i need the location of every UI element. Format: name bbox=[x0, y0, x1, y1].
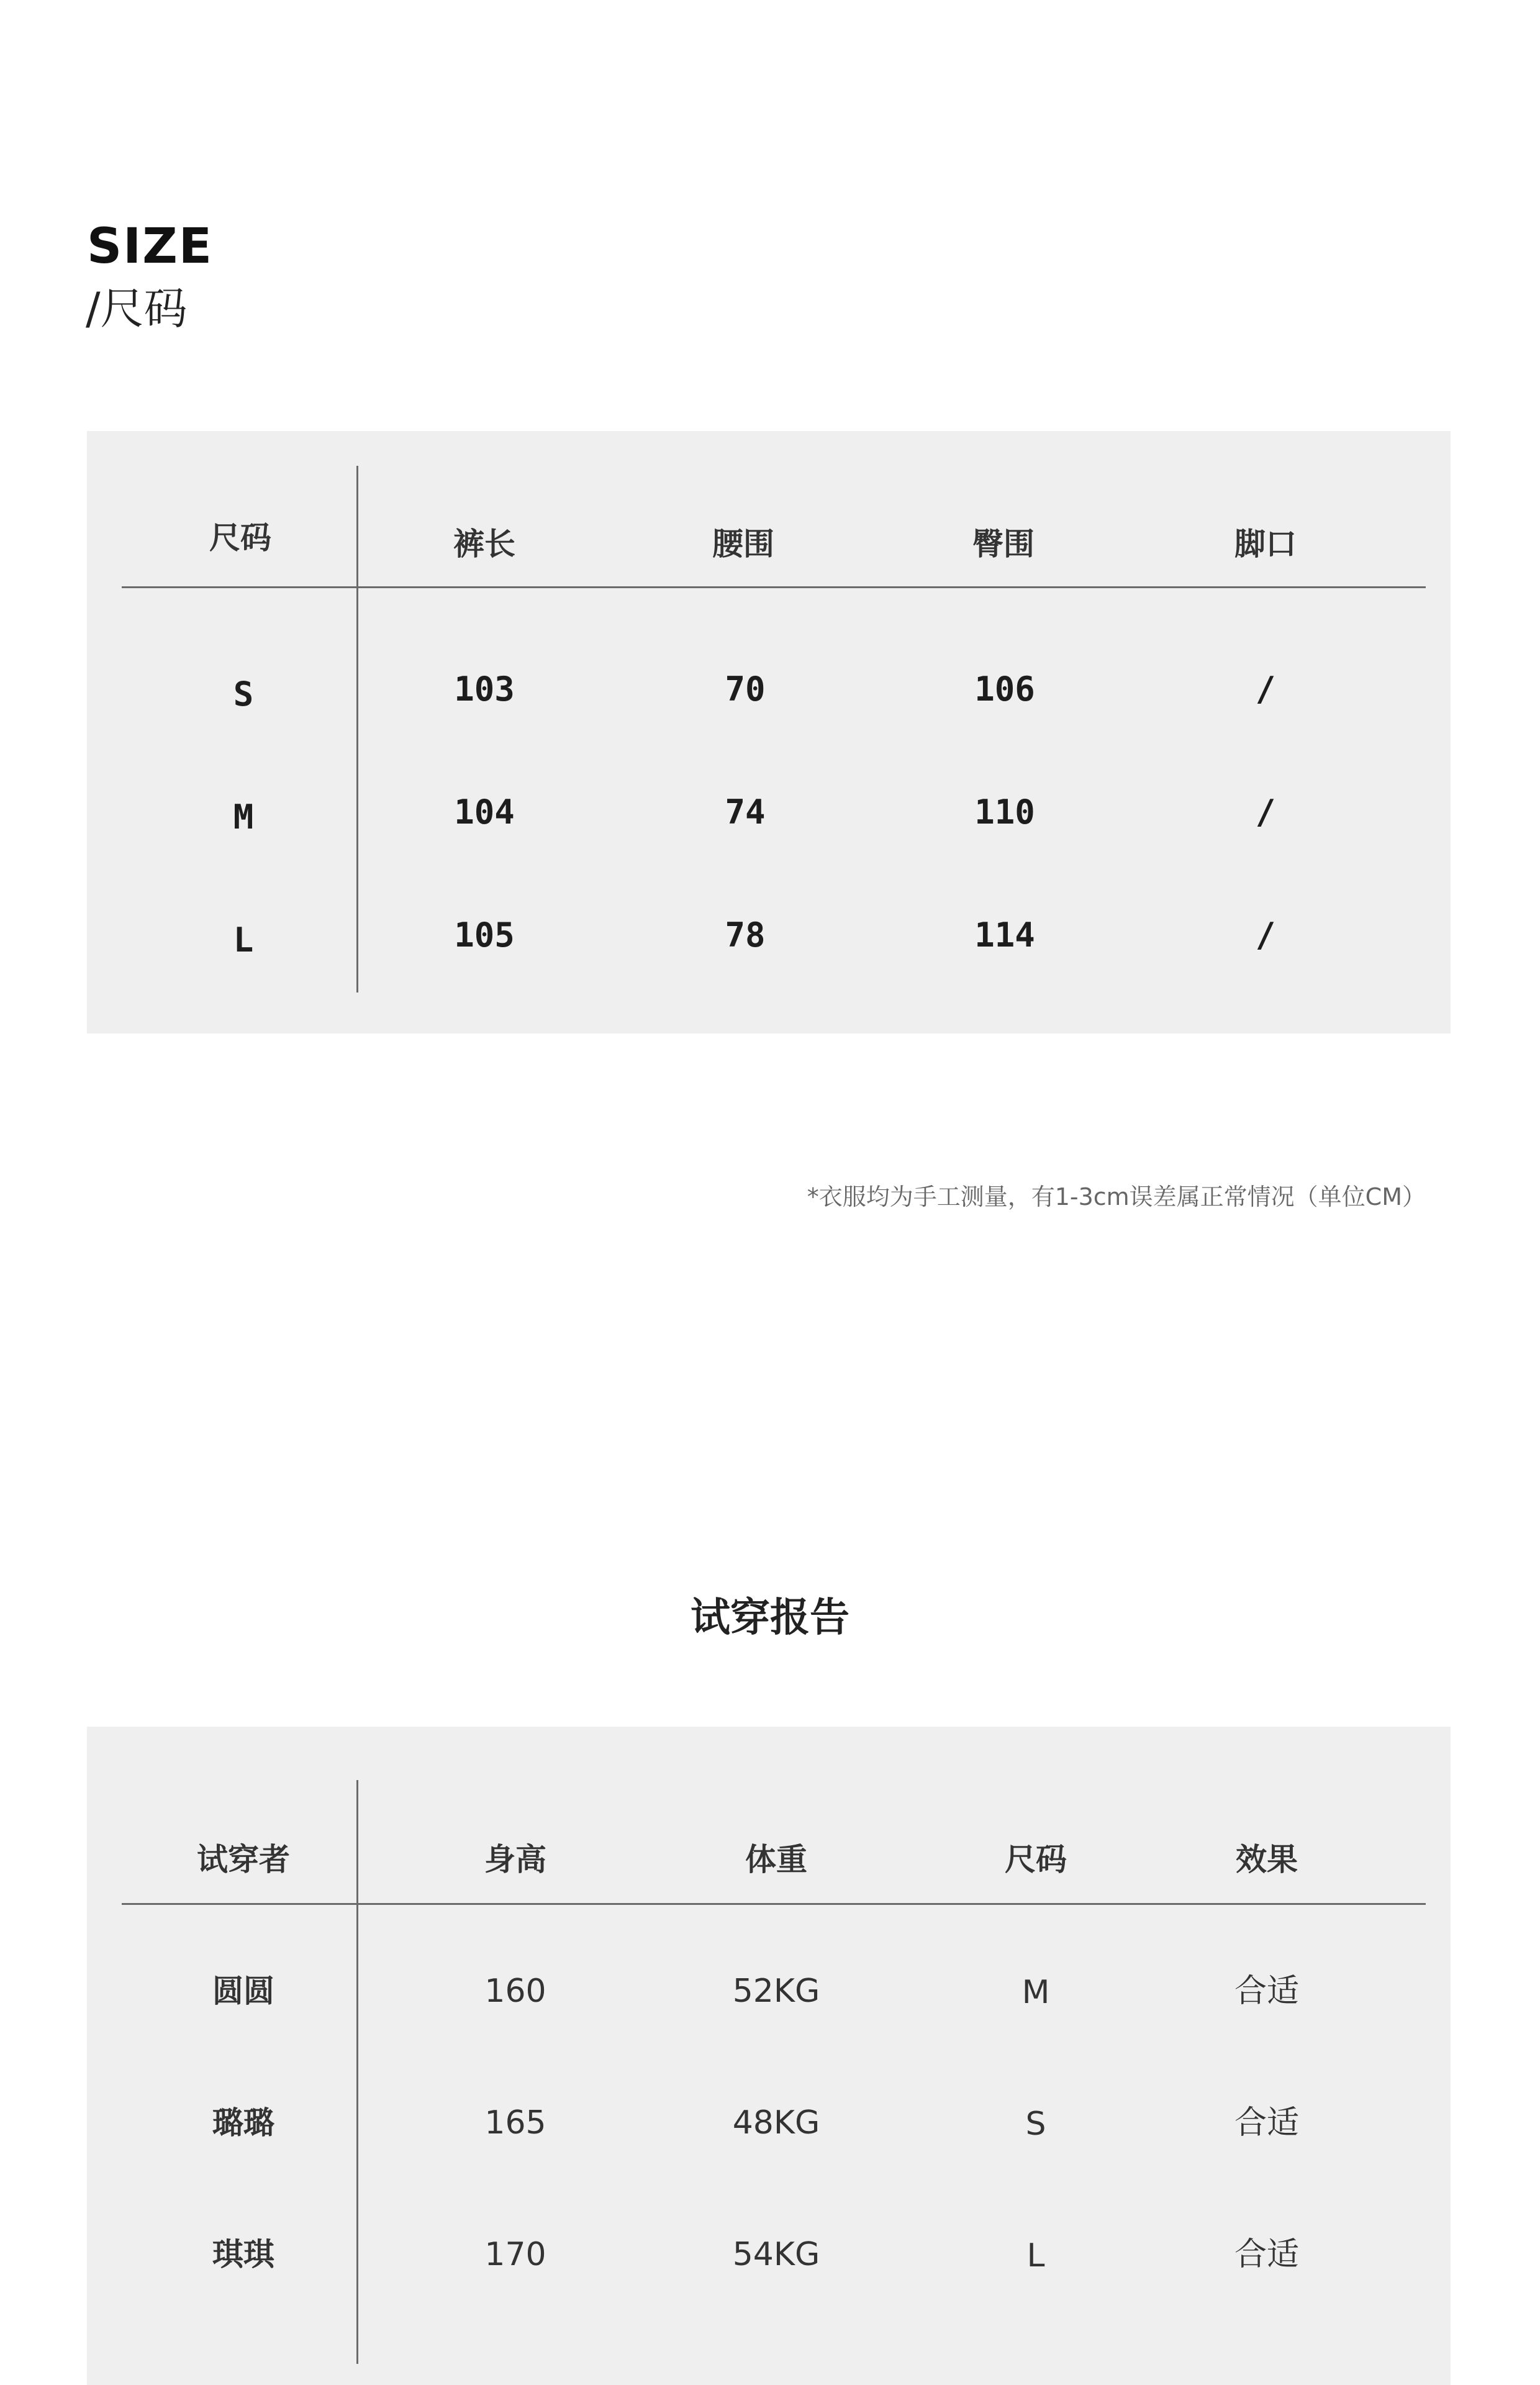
report-row-2-name: 璐璐 bbox=[212, 2105, 274, 2141]
size-row-m-length: 104 bbox=[454, 793, 515, 832]
size-row-l-length: 105 bbox=[454, 915, 515, 955]
size-header-waist: 腰围 bbox=[712, 526, 774, 562]
report-header-wearer: 试穿者 bbox=[197, 1842, 290, 1878]
size-row-m-size: M bbox=[233, 797, 254, 837]
size-row-m-hip: 110 bbox=[974, 793, 1035, 832]
report-row-2-weight: 48KG bbox=[732, 2104, 820, 2142]
size-header-length: 裤长 bbox=[453, 526, 515, 562]
size-row-s-hem: / bbox=[1255, 670, 1276, 709]
size-row-m-waist: 74 bbox=[725, 793, 766, 832]
report-header-size: 尺码 bbox=[1005, 1842, 1067, 1878]
report-table-vdivider bbox=[356, 1780, 358, 2364]
report-row-2-height: 165 bbox=[484, 2104, 546, 2142]
report-row-3-fit: 合适 bbox=[1234, 2236, 1300, 2273]
size-row-l-hip: 114 bbox=[974, 915, 1035, 955]
report-row-3-name: 琪琪 bbox=[212, 2237, 274, 2273]
size-row-s-waist: 70 bbox=[725, 670, 766, 709]
report-row-1-weight: 52KG bbox=[732, 1973, 820, 2010]
size-header-hem: 脚口 bbox=[1234, 526, 1297, 562]
size-title-en: SIZE bbox=[87, 219, 214, 275]
size-row-s-length: 103 bbox=[454, 670, 515, 709]
report-title: 试穿报告 bbox=[691, 1595, 849, 1641]
report-header-fit: 效果 bbox=[1236, 1842, 1298, 1878]
report-row-1-name: 圆圆 bbox=[212, 1973, 274, 2009]
report-row-2-size: S bbox=[1025, 2106, 1046, 2143]
size-header-size: 尺码 bbox=[209, 520, 271, 556]
report-header-height: 身高 bbox=[484, 1842, 546, 1878]
report-row-1-fit: 合适 bbox=[1234, 1973, 1300, 2010]
size-table bbox=[87, 431, 1451, 1034]
measurement-note: *衣服均为手工测量，有1-3cm误差属正常情况（单位CM） bbox=[807, 1183, 1426, 1211]
size-row-s-size: S bbox=[233, 675, 254, 714]
size-row-l-hem: / bbox=[1255, 915, 1276, 955]
report-row-1-height: 160 bbox=[484, 1973, 546, 2010]
size-row-l-size: L bbox=[233, 920, 254, 960]
size-row-s-hip: 106 bbox=[974, 670, 1035, 709]
report-row-1-size: M bbox=[1021, 1974, 1050, 2011]
report-header-weight: 体重 bbox=[745, 1842, 807, 1878]
report-row-3-weight: 54KG bbox=[732, 2236, 820, 2273]
size-table-vdivider bbox=[356, 466, 358, 993]
report-row-3-size: L bbox=[1026, 2237, 1045, 2274]
report-row-2-fit: 合适 bbox=[1234, 2104, 1300, 2142]
size-row-m-hem: / bbox=[1255, 793, 1276, 832]
size-row-l-waist: 78 bbox=[725, 915, 766, 955]
size-header-hip: 臀围 bbox=[972, 526, 1035, 562]
report-row-3-height: 170 bbox=[484, 2236, 546, 2273]
size-table-hdivider bbox=[122, 586, 1426, 588]
size-title-cn: /尺码 bbox=[86, 283, 188, 334]
report-table-hdivider bbox=[122, 1903, 1426, 1905]
report-table bbox=[87, 1727, 1451, 2385]
